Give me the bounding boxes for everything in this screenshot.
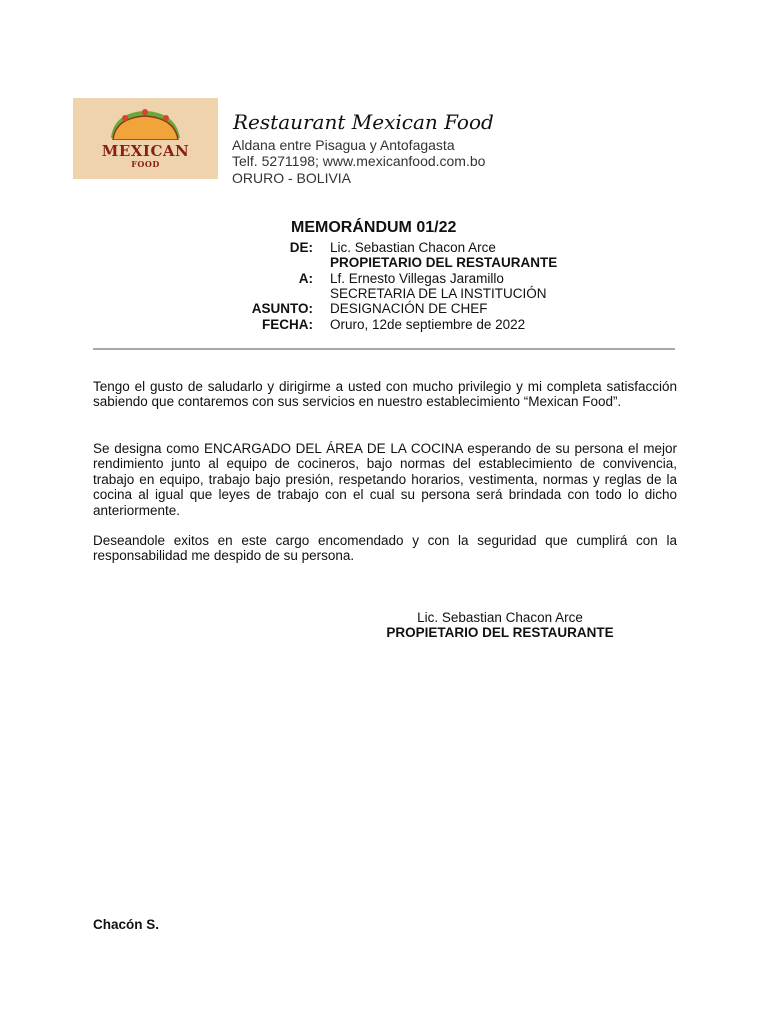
to-label: A: [298,271,313,286]
logo-word-mexican: MEXICAN [101,142,190,160]
logo-word-food: FOOD [131,159,160,169]
body-paragraph-1: Tengo el gusto de saludarlo y dirigirme a usted con mucho privilegio y mi completa satisfacción sabiendo que contaremos con sus servicios en nuestro establecimiento “Mexican Food”. [93,379,677,410]
restaurant-name: Restaurant Mexican Food [233,110,494,134]
header-divider [93,348,675,350]
signature-name: Lic. Sebastian Chacon Arce [417,610,583,625]
signature-title: PROPIETARIO DEL RESTAURANTE [386,625,614,640]
to-name: Lf. Ernesto Villegas Jaramillo [330,271,504,286]
subject-value: DESIGNACIÓN DE CHEF [330,301,488,316]
date-label: FECHA: [262,317,313,332]
restaurant-phone: Telf. 5271198; www.mexicanfood.com.bo [232,153,486,169]
from-label: DE: [289,240,313,255]
restaurant-logo [73,98,218,179]
date-value: Oruro, 12de septiembre de 2022 [330,317,526,332]
body-paragraph-2: Se designa como ENCARGADO DEL ÁREA DE LA COCINA esperando de su persona el mejor rendimiento junto al equipo de cocineros, bajo normas del establecimiento de convivencia, trabajo en equipo, trabajo bajo presión, respetando horarios, vestimenta, normas y reglas de la cocina al igual que leyes de trabajo con el cual su persona será brindada con todo lo dicho anteriormente. [93,441,677,518]
memo-title: MEMORÁNDUM 01/22 [291,219,457,236]
from-name: Lic. Sebastian Chacon Arce [330,240,496,255]
from-role: PROPIETARIO DEL RESTAURANTE [330,255,558,270]
restaurant-city: ORURO - BOLIVIA [232,170,352,186]
body-paragraph-3: Deseandole exitos en este cargo encomendado y con la seguridad que cumplirá con la responsabilidad me despido de su persona. [93,533,677,564]
footer-initials: Chacón S. [93,917,160,932]
restaurant-address: Aldana entre Pisagua y Antofagasta [232,137,455,153]
subject-label: ASUNTO: [251,301,313,316]
to-role: SECRETARIA DE LA INSTITUCIÓN [330,286,547,301]
